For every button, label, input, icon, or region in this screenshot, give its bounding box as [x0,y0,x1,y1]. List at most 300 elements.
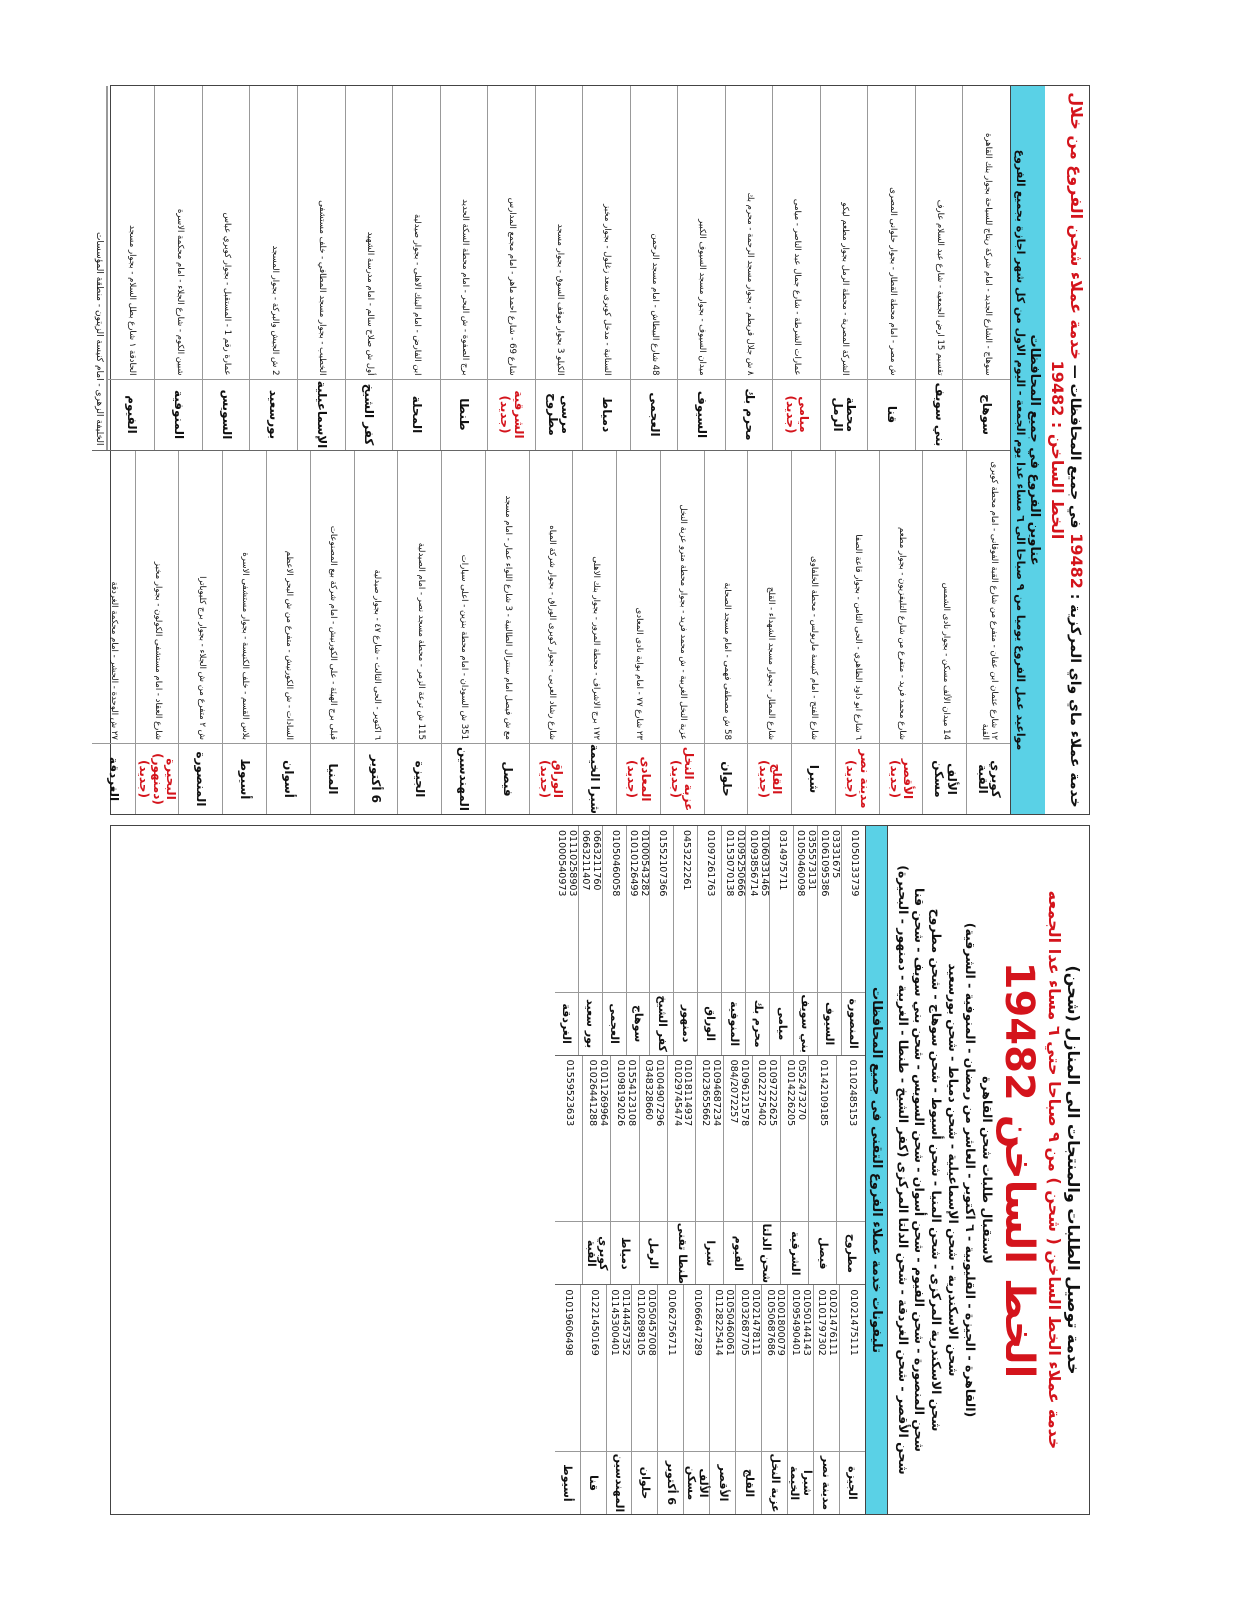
phone-branch-name: عزبة النخل [762,1451,787,1514]
branch-name: طنطا [441,379,488,450]
phone-numbers [640,1056,667,1222]
phone-numbers [840,1285,865,1451]
left-header-text: خدمة عملاء ماي واي المركزية [1067,604,1083,808]
phone-row [555,1056,582,1285]
branch-address: شارع رشاد العربى - بجوار كوبرى الوراق - بجوار شركة المياه [546,525,557,740]
phone-numbers [684,1285,709,1451]
phone-row [610,1056,638,1285]
phone-row [639,1056,667,1285]
branch-address: برج الصفوة - ش البحر - امام محطة السكة الحديد [459,199,470,376]
branch-name: حلوان [705,743,748,814]
branch-band-title: عناوين الفروع في جميع المحافظات [1027,334,1042,566]
branch-row [630,86,678,450]
branch-row [154,86,202,450]
branch-row [704,451,748,815]
phones-column-c [555,826,865,1055]
phone-number[interactable]: 01021478111 [749,1289,761,1356]
branch-address: السادات - ش الكورنيش - متفرع من ش البحر الاعظم [284,550,295,740]
branch-address: شبين الكوم - شارع الجلاء - امام محكمة الاسرة [174,208,185,376]
phone-numbers [658,1285,683,1451]
phone-row [673,826,697,1055]
phone-numbers [788,1285,813,1451]
phone-numbers [674,826,697,992]
phone-number[interactable]: 01102485153 [846,1059,858,1127]
branch-address: ٢٧ ش الوحدة - الحشر - امام محكمة الغردقة [109,581,120,740]
phone-branch-name: دمياط [611,1221,638,1284]
branch-address: ١٢ شارع عثمان ابن عفان - متفرع من شارع القبة الفوقانى - امام محطة كوبرى القبة [979,461,1000,740]
branch-row [747,451,791,815]
branch-row [725,86,773,450]
branch-address: قبلى برج الهيئة - على الكورنيش - امام شركة بيع المصنوعات [328,525,339,740]
branch-row [660,451,704,815]
phones-band: تليفونات خدمة عملاء الفروع التقنى فى جميع المحافظات [865,826,888,1514]
branch-name: الأقصر (جديد) [880,743,923,814]
phone-number[interactable]: 01066647289 [692,1289,704,1356]
phone-number-alt[interactable]: 0348328660 [643,1059,655,1121]
branch-row [915,86,963,450]
phone-branch-name: دمنهور [674,992,697,1055]
branch-row [529,451,573,815]
phone-number[interactable]: 01221450169 [588,1289,600,1356]
phone-branch-name: محرم بك [746,992,769,1055]
phone-numbers [555,1056,582,1222]
phone-number[interactable]: 01050460058 [609,829,621,897]
phone-number[interactable]: 0552473270 [795,1059,807,1121]
branch-address: شارع الفتح - امام كنيسة ماربولس - محطة الخلفاوى [809,556,820,740]
phone-number[interactable]: 01062756711 [666,1289,678,1356]
branch-name: العجمى [631,379,678,450]
branch-name: الغردقة [92,743,135,814]
branch-address: الشركة المصرية - محطة الرمل بجوار مطعم ليكو [840,202,851,376]
branch-address: مع ش فيصل امام سنترال الطالبية - 3 شارع اللواء عمار - امام مسجد [503,495,514,740]
phone-number[interactable]: 01554123108 [625,1059,637,1127]
phone-row [745,826,769,1055]
delivery-phones-panel [110,825,1090,1515]
phone-row [709,1285,735,1514]
branch-row [677,86,725,450]
phone-number[interactable]: 01097261763 [705,829,717,897]
phone-number-alt[interactable]: 01050460098 [795,829,807,897]
branch-name: مدينة نصر (جديد) [836,743,879,814]
phone-row [813,1285,839,1514]
phone-numbers [753,1056,780,1222]
phone-numbers [607,1285,632,1451]
branch-address: 115 ش ترعة الزمر - محطة مسجد نصر - امام الصيدلية [415,542,426,740]
phone-number-alt[interactable]: 01014226205 [784,1059,796,1127]
phone-numbers [579,826,602,992]
branch-row [392,86,440,450]
branch-name: بورسعيد [251,379,298,450]
branch-name: أسوان [267,743,310,814]
phone-branch-name: الفيوم [724,1221,751,1284]
branch-row [879,451,923,815]
phone-branch-name: الغردقة [555,992,578,1055]
phone-number-alt[interactable]: 084/2072257 [728,1059,740,1124]
branch-name: المنيا [311,743,354,814]
branch-name: شبرا الخيمة [573,743,616,814]
phone-branch-name: بني سويف [794,992,817,1055]
branch-row [266,451,310,815]
phone-branch-name: قنا [581,1451,606,1514]
branch-name: بني سويف [916,379,963,450]
phone-branch-name: فيصل [809,1221,836,1284]
phone-number-alt[interactable]: 01010126499 [628,829,639,897]
phone-branch-name: الجيزة [840,1451,865,1514]
phone-row [582,1056,610,1285]
phone-row [683,1285,709,1514]
branch-name: السويس [203,379,250,450]
phone-numbers [668,1056,695,1222]
branch-address: تقسيم 15 ارض الجمعية - شارع عبد السلام عارف [935,199,946,376]
phone-number[interactable]: 01050133739 [848,829,860,897]
branch-row [440,86,488,450]
phone-branch-name: سوهاج [627,992,650,1055]
branch-row [772,86,820,450]
phone-branch-name: شبرا [696,1221,723,1284]
phone-numbers [698,826,721,992]
phone-row [817,826,841,1055]
phone-branch-name: الأقصر [710,1451,735,1514]
phone-branch-name: السيوف [818,992,841,1055]
phone-number-alt[interactable]: 01022275402 [756,1059,768,1127]
phone-number-alt[interactable]: 01026441288 [586,1059,598,1127]
phone-number[interactable]: 01001800079 [775,1289,787,1356]
branch-row [572,451,616,815]
branch-name: عزبة النخل (جديد) [661,743,704,814]
phone-numbers [781,1056,808,1222]
phone-number-alt[interactable]: 01102898105 [634,1289,646,1356]
phone-row [578,826,602,1055]
branch-address: 14 ميدان الألف مسكن - بجوار نادى الشمس [940,582,951,740]
branch-addresses-panel [93,85,1090,815]
phone-branch-name: الرمل [640,1221,667,1284]
branch-footer: الخليفة الزهرى - امام كنيسة الزيتون - منطقة المؤسسات [92,86,107,450]
phone-numbers [611,1056,638,1222]
delivery-line-6: شحن الأقصر - شحن الغردقة - شحن الدلتا المركزى (كفر الشيخ - طنطا - الغربية - دمنهور - البحيرة) [895,865,911,1475]
phone-number-alt[interactable]: 01098192026 [615,1059,626,1127]
phone-row [793,826,817,1055]
phone-branch-name: الألف مسكن [684,1451,709,1514]
phone-number-alt[interactable]: 01050687686 [764,1289,776,1356]
phone-branch-name: طنطا تقنى [668,1221,695,1284]
phone-numbers [555,1285,580,1451]
branch-row [867,86,915,450]
phone-number[interactable]: 01552107366 [657,829,669,897]
phone-numbers [724,1056,751,1222]
phone-numbers [581,1285,606,1451]
branch-name: كوبري القبة [967,743,1010,814]
branch-name: الفيوم [108,379,155,450]
phone-numbers [842,826,865,992]
branch-name: قنا [868,379,915,450]
branch-row [222,451,266,815]
phone-row [836,1056,864,1285]
phone-number-alt[interactable]: 01032687705 [738,1289,750,1356]
phones-column-b [555,1055,865,1285]
branch-address: الخطيب - بجوار مسجد المطافي - خلف مستشفى [317,200,328,376]
phone-number-alt[interactable]: 01095490401 [790,1289,802,1356]
branch-name: البحيرة (دمنهور) (جديد) [136,743,179,814]
branch-address: سوهاج - الشارع الجديد - امام شركة ريتاج للسياحة بجوار بنك القاهرة [982,133,993,376]
branch-name: شبرا [792,743,835,814]
phone-number[interactable]: 01144457352 [619,1289,631,1356]
phone-numbers [809,1056,836,1222]
phone-row [626,826,650,1055]
phone-row [657,1285,683,1514]
phones-table [555,826,865,1514]
branch-address: شارع محمد فريد - متفرع من شارع التليفزيون - بجوار مطعم [896,526,907,740]
phone-row [787,1285,813,1514]
branch-name: المنصورة [179,743,222,814]
branch-row [966,451,1010,815]
branch-row [250,86,298,450]
branch-name: محطة الرمل [821,379,868,450]
branch-address: ميدان السيوف - بجوار مسجد السيوف الكبير [697,219,708,376]
branch-row [820,86,868,450]
branch-name: الوراق (جديد) [530,743,573,814]
branch-address: شارع 69 - شارع احمد ماهر - امام مجمع المدارس [507,197,518,376]
phone-numbers [794,826,817,992]
phone-numbers [837,1056,864,1222]
delivery-subtitle: خدمة عملاء الخط الساخن ( شحن ) من ٩ صباحا حتي ٦ مساء عدا الجمعه [1045,890,1064,1450]
phone-row [761,1285,787,1514]
branch-row [535,86,583,450]
branch-name: فيصل [486,743,529,814]
phone-number-alt[interactable]: 01029745474 [671,1059,683,1127]
delivery-phones-frame [110,825,1090,1515]
branch-address: الكيلو 3 بجوار موقف السوق - بجوار مسجد [554,223,565,376]
phone-row [602,826,626,1055]
branch-address: ابن الفارض - امام البنك الاهلى - بجوار صيدلية [412,214,423,376]
phone-number[interactable]: 01000543282 [638,829,650,897]
phone-numbers [770,826,793,992]
branch-row [397,451,441,815]
phone-number-alt[interactable]: 01128225414 [712,1289,724,1356]
phone-row [841,826,865,1055]
branch-address: السنانية - مدخل كوبرى سعد زغلول - بجوار مخبز [602,204,613,376]
branch-address: ٦ اكتوبر - الحى الثالث - شارع ٤٧ - بجوار صيدلية [371,569,382,740]
phone-number[interactable]: 0355573131 [806,829,818,891]
branch-name: مرسى مطروح [536,379,583,450]
delivery-line-3: شحن الاسكندرية - شحن الإسماعيلية - شحن دمياط - شحن بورسعيد [946,963,962,1377]
branch-name: المهندسين [442,743,485,814]
branch-address: ٨ ش جلال قريطم - بجوار مسجد الرحمة - محرم بك [744,192,755,376]
branch-name: دمياط [583,379,630,450]
phone-number[interactable]: 01021476111 [827,1289,839,1356]
branch-address: ٢٣ شارع ٧٧ - امام بوابة نادى المعادى [634,607,645,740]
branch-address: 2 ش الجيش والبركة - بجوار المسجد [269,245,280,376]
branch-name: الألف مسكن [923,743,966,814]
phone-branch-name: الوراق [698,992,721,1055]
phone-number[interactable]: 01110258903 [567,829,579,897]
phone-number[interactable]: 01142109185 [818,1059,830,1127]
branch-row [441,451,485,815]
branch-row [92,451,135,815]
phone-numbers [650,826,673,992]
branch-address: عمارة رقم 1 - المستقبل - بجوار كوبري عباس [222,212,233,376]
phone-branch-name: المنوفية [722,992,745,1055]
phone-numbers [746,826,769,992]
phone-row [667,1056,695,1285]
phone-row [780,1056,808,1285]
phone-branch-name: 6 أكتوبر [658,1451,683,1514]
phone-row [723,1056,751,1285]
hotline-title: الخط الساخن 19482 [996,961,1042,1379]
branch-name: سوهاج [963,379,1010,450]
phone-number[interactable]: 01050144143 [801,1289,813,1356]
phone-numbers [814,1285,839,1451]
phone-branch-name: الشرقية [781,1221,808,1284]
phone-number[interactable]: 01097222625 [767,1059,779,1127]
phone-number[interactable]: 0453222261 [681,829,693,891]
phone-row [839,1285,865,1514]
phone-branch-name: مدينة نصر [814,1451,839,1514]
phone-branch-name: العجمى [603,992,626,1055]
branch-name: الجيزة [398,743,441,814]
branch-address: الحادقة ١ شارع بطل السلام - بجوار مسجد [127,225,138,376]
phone-branch-name: مطروح [837,1221,864,1284]
branch-address: أول ش صلاح سالم - امام مدرسة الشهيد [364,231,375,376]
phone-branch-name [555,1221,582,1284]
branch-row [107,86,155,450]
phone-number[interactable]: 01096121578 [738,1059,750,1127]
branch-name: محرم بك [726,379,773,450]
phone-branch-name: كوبري القبة [583,1221,610,1284]
phone-row [769,826,793,1055]
phone-number-alt[interactable]: 01000540973 [556,829,568,897]
phone-numbers [818,826,841,992]
phone-number-alt[interactable]: 01061095386 [819,829,831,897]
phone-branch-name: بور سعيد [579,992,602,1055]
phone-row [555,1285,580,1514]
phone-branch-name: المهندسين [607,1451,632,1514]
phone-number[interactable]: 01050460061 [723,1289,735,1356]
phone-row [752,1056,780,1285]
branch-row [297,86,345,450]
phone-row [735,1285,761,1514]
branch-address: ٦ شارع ابو داود الظاهري - الحى الثامن - بجوار قاعة الصفا [853,534,864,740]
phone-number[interactable]: 01559523633 [563,1059,575,1127]
phone-number-alt[interactable]: 01153070138 [723,829,735,897]
branch-column-b [92,86,1010,450]
phone-branch-name: حلوان [632,1451,657,1514]
branch-column-a [92,450,1010,815]
branch-name: أسيوط [223,743,266,814]
left-header-mid: في جميع المحافظات [1067,383,1083,529]
branch-row [616,451,660,815]
branch-address: عزبة النخل الغربية - ش محمد فريد - بجوار محطة مترو عزبة النخل [678,504,689,740]
branch-address: بلاس القسم - خلف الكنيسة - بجوار مستشفى الاسرة [240,552,251,740]
phone-number[interactable]: 01011269964 [597,1059,609,1127]
phone-number[interactable]: 01050457008 [645,1289,657,1356]
branch-row [791,451,835,815]
phone-number[interactable]: 01018114937 [682,1059,694,1127]
branch-address: شارع العقاد - امام مستشفى الكولون - بجوار مخبز [152,561,163,740]
phone-row [649,826,673,1055]
phone-row [721,826,745,1055]
phone-row [808,1056,836,1285]
branch-row [922,451,966,815]
branch-addresses-frame [93,85,1090,815]
phone-numbers [603,826,626,992]
phone-number[interactable]: 01094687234 [710,1059,722,1127]
phone-number-alt[interactable]: 01023655662 [699,1059,711,1127]
left-header: خدمة عملاء ماي واي المركزية : 19482 في جميع المحافظات — خدمة عملاء شحن الفروع من خلال الخط الساخن : 19482 [1048,92,1086,808]
phones-column-a [555,1284,865,1514]
branch-name: الإسماعيلية [298,379,345,450]
branch-name: المحلة [393,379,440,450]
phone-number-alt[interactable]: 01101797302 [816,1289,828,1356]
phone-number[interactable]: 01019606498 [562,1289,574,1356]
branch-row [310,451,354,815]
branch-address: 48 شارع البيطاش - امام مسجد الرحمن [649,233,660,376]
phone-branch-name: المنصورة [842,992,865,1055]
branch-band-hours: مواعيد عمل الفروع يوميا من ٩ صباحا الى ٦ مساء عدا يوم الجمعة - اليوم الاول من كل شهر اجازة بجميع الفروع [1014,149,1027,751]
branch-address: ش ٢ متفرع من ش الجلاء - بجوار برج كليوباترا [196,576,207,740]
phone-row [606,1285,632,1514]
phone-numbers [627,826,650,992]
branch-row [178,451,222,815]
branch-address: 351 ش السودان - امام محطة بنزين - اعلى سيارات [459,554,470,740]
branch-row [202,86,250,450]
phone-number[interactable]: 03331675 [830,829,842,879]
branch-address: ١٧٢ برج الاشراف - محطة المرور - بجوار بنك الاهلى [590,556,601,740]
branch-row [345,86,393,450]
phone-number-alt[interactable]: 0663211407 [580,829,592,891]
phone-numbers [722,826,745,992]
branch-address: عمارات الشرطة - شارع جمال عبد الناصر - ميامى [792,198,803,376]
delivery-title: خدمة توصيل الطلبات والمنتجات الى المنازل (شحن) [1064,965,1083,1375]
branch-name: الشرقية (جديد) [488,379,535,450]
branch-name: 6 أكتوبر [355,743,398,814]
phone-branch-name: كفر الشيخ [650,992,673,1055]
branch-address: ش مصر - امام محطة القطار - بجوار حلوانى المصرى [887,187,898,376]
branch-address: شارع المطار - بجوار مسجد الشهداء - القلج [765,586,776,740]
branch-name: ميامى (جديد) [773,379,820,450]
phone-number-alt[interactable]: 01145300401 [609,1289,620,1356]
phone-number[interactable]: 0663211760 [591,829,603,891]
phone-branch-name: شبرا الخيمة [788,1451,813,1514]
phone-branch-name: ميامى [770,992,793,1055]
branch-address: 58 ش مصطفى فهمى - امام مسجد الصحابة [721,582,732,740]
phone-number[interactable]: 01021475111 [847,1289,859,1356]
phone-number[interactable]: 01060331465 [758,829,770,897]
phone-number[interactable]: 0314975711 [776,829,788,891]
branch-row [135,451,179,815]
branch-row [962,86,1010,450]
left-hotline: 19482 [1067,533,1086,589]
phone-row [697,826,721,1055]
phone-number-alt[interactable]: 01093856714 [747,829,759,897]
phone-numbers [632,1285,657,1451]
phone-number[interactable]: 01004907296 [654,1059,666,1127]
phone-number[interactable]: 01095250666 [734,829,746,897]
branch-name: القلج (جديد) [748,743,791,814]
delivery-lines [894,826,995,1514]
phone-row [631,1285,657,1514]
branch-row [485,451,529,815]
branch-band [1010,86,1045,814]
phone-numbers [555,826,578,992]
phone-row [580,1285,606,1514]
delivery-line-4: شحن الاسكندرية المركزى - شحن المنيا - شحن أسيوط - شحن سوهاج - شحن مطروح [929,908,945,1432]
phone-numbers [736,1285,761,1451]
branch-name: السيوف [678,379,725,450]
delivery-line-1: لاستقبال طلبات شحن القاهرة [980,1076,995,1264]
phone-numbers [583,1056,610,1222]
phone-numbers [762,1285,787,1451]
branch-row [582,86,630,450]
